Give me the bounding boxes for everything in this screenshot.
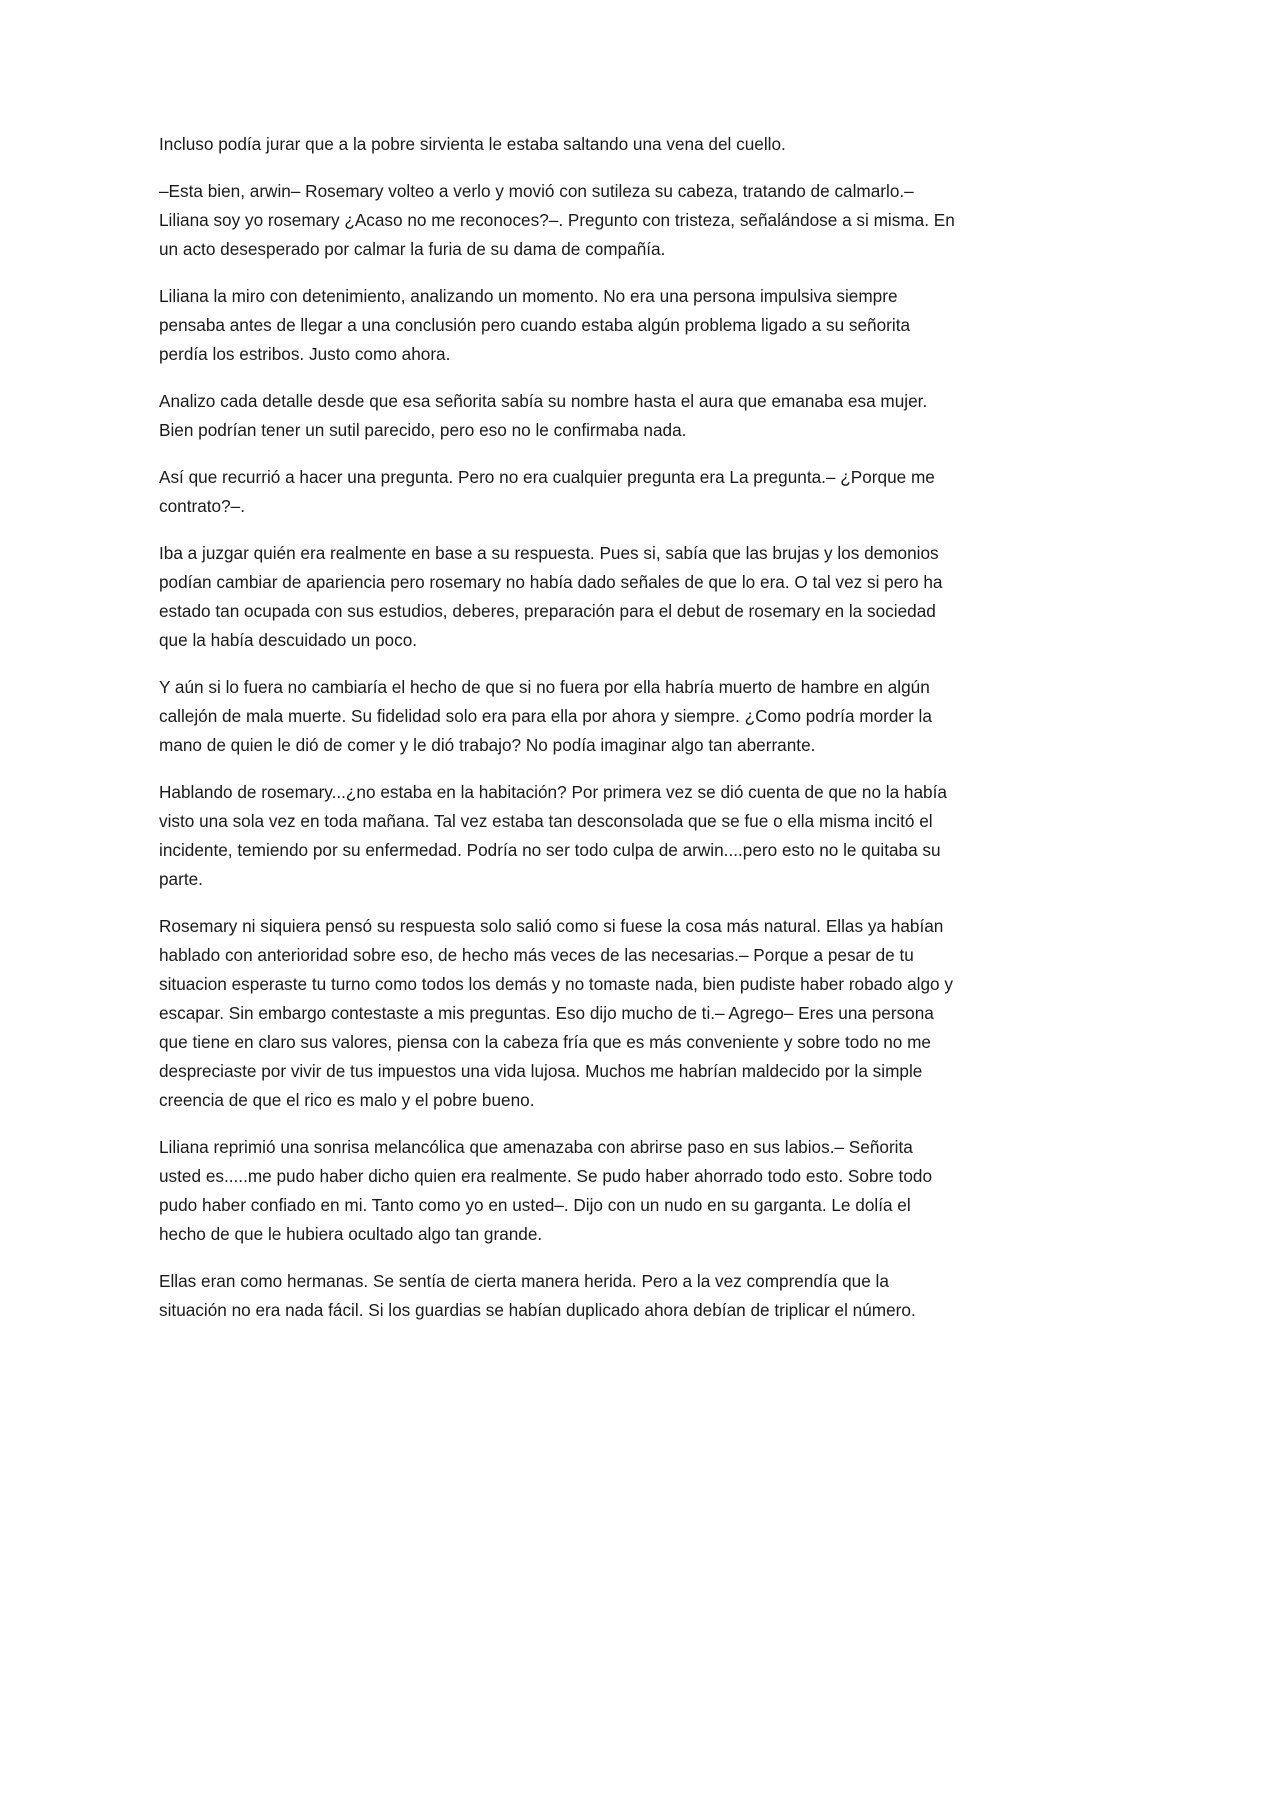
paragraph: Analizo cada detalle desde que esa señorita sabía su nombre hasta el aura que emanaba esa mujer. Bien podrían tener un sutil parecido, pero eso no le confirmaba nada.	[159, 391, 928, 440]
paragraph: –Esta bien, arwin– Rosemary volteo a verlo y movió con sutileza su cabeza, tratando de calmarlo.–Liliana soy yo rosemary ¿Acaso no me reconoces?–. Pregunto con tristeza, señalándose a si misma. En un acto desesperado por calmar la furia de su dama de compañía.	[159, 181, 955, 259]
paragraph: Iba a juzgar quién era realmente en base a su respuesta. Pues si, sabía que las brujas y los demonios podían cambiar de apariencia pero rosemary no había dado señales de que lo era. O tal vez si pero ha estado tan ocupada con sus estudios, deberes, preparación para el debut de rosemary en la sociedad que la había descuidado un poco.	[159, 543, 943, 650]
paragraph: Incluso podía jurar que a la pobre sirvienta le estaba saltando una vena del cuello.	[159, 134, 786, 154]
paragraph: Así que recurrió a hacer una pregunta. Pero no era cualquier pregunta era La pregunta.– ¿Porque me contrato?–.	[159, 467, 935, 516]
paragraph: Liliana la miro con detenimiento, analizando un momento. No era una persona impulsiva siempre pensaba antes de llegar a una conclusión pero cuando estaba algún problema ligado a su señorita perdía los estribos. Justo como ahora.	[159, 286, 911, 364]
paragraph: Ellas eran como hermanas. Se sentía de cierta manera herida. Pero a la vez comprendía que la situación no era nada fácil. Si los guardias se habían duplicado ahora debían de triplicar el número.	[159, 1271, 916, 1320]
paragraph: Rosemary ni siquiera pensó su respuesta solo salió como si fuese la cosa más natural. Ellas ya habían hablado con anterioridad sobre eso, de hecho más veces de las necesarias.– Porque a pesar de tu situacion esperaste tu turno como todos los demás y no tomaste nada, bien pudiste haber robado algo y escapar. Sin embargo contestaste a mis preguntas. Eso dijo mucho de ti.– Agrego– Eres una persona que tiene en claro sus valores, piensa con la cabeza fría que es más conveniente y sobre todo no me despreciaste por vivir de tus impuestos una vida lujosa. Muchos me habrían maldecido por la simple creencia de que el rico es malo y el pobre bueno.	[159, 916, 953, 1110]
document-body	[159, 130, 959, 1343]
paragraph: Y aún si lo fuera no cambiaría el hecho de que si no fuera por ella habría muerto de hambre en algún callejón de mala muerte. Su fidelidad solo era para ella por ahora y siempre. ¿Como podría morder la mano de quien le dió de comer y le dió trabajo? No podía imaginar algo tan aberrante.	[159, 677, 932, 755]
paragraph: Hablando de rosemary...¿no estaba en la habitación? Por primera vez se dió cuenta de que no la había visto una sola vez en toda mañana. Tal vez estaba tan desconsolada que se fue o ella misma incitó el incidente, temiendo por su enfermedad. Podría no ser todo culpa de arwin....pero esto no le quitaba su parte.	[159, 782, 947, 889]
paragraph: Liliana reprimió una sonrisa melancólica que amenazaba con abrirse paso en sus labios.– Señorita usted es.....me pudo haber dicho quien era realmente. Se pudo haber ahorrado todo esto. Sobre todo pudo haber confiado en mi. Tanto como yo en usted–. Dijo con un nudo en su garganta. Le dolía el hecho de que le hubiera ocultado algo tan grande.	[159, 1137, 933, 1244]
